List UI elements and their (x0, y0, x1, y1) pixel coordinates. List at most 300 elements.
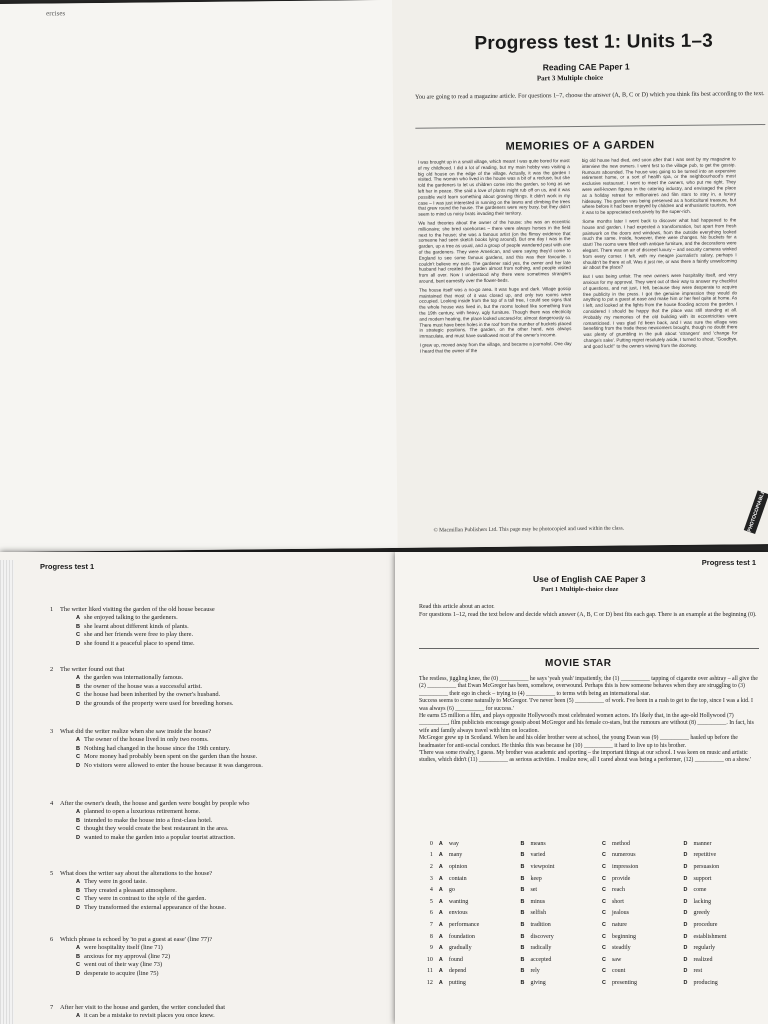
option-cell (602, 852, 684, 858)
option-letter: B (76, 887, 81, 894)
option-letter: D (683, 979, 688, 986)
option-letter: C (601, 863, 606, 870)
option-row (419, 954, 765, 966)
question-stem (50, 1004, 382, 1012)
option-letter: B (520, 968, 525, 975)
question-number: 6 (50, 936, 54, 943)
option-cell (520, 980, 602, 986)
page-title: Progress test 1: Units 1–3 (474, 30, 714, 55)
option-letter: D (683, 887, 688, 894)
option-word: jealous (611, 910, 629, 917)
option-cell (602, 968, 684, 974)
option-word: come (693, 887, 707, 894)
option-cell (439, 922, 521, 928)
option-letter: D (683, 910, 688, 917)
option-letter: C (601, 968, 606, 975)
gap-number: 10 (426, 956, 433, 963)
question-6 (50, 936, 382, 978)
answer-option (76, 953, 382, 961)
photocopiable-badge: PHOTOCOPIABLE (744, 490, 768, 534)
option-cell (602, 957, 684, 963)
answer-option (76, 753, 382, 761)
option-text: desperate to acquire (line 75) (84, 969, 159, 977)
option-letter: C (76, 754, 81, 761)
option-letter: A (438, 910, 443, 917)
option-word: radically (530, 945, 552, 952)
paragraph: McGregor grew up in Scotland. When he and his older brother were at school, the young Ewan was (9) __________ hauled up before the headmaster for anti-social conduct. He thinks this was because he (10) __________ it hard to live up to his brother. (419, 735, 738, 749)
option-letter: A (76, 615, 81, 622)
option-letter: A (438, 863, 443, 870)
option-text: anxious for my approval (line 72) (84, 952, 171, 960)
question-number: 1 (50, 606, 54, 613)
option-row (419, 908, 765, 920)
option-letter: C (601, 979, 606, 986)
gap-number: 12 (426, 979, 433, 986)
option-row (419, 873, 765, 885)
option-letter: C (601, 898, 606, 905)
answer-options-table (419, 838, 765, 989)
option-cell (602, 864, 684, 870)
option-letter: B (520, 898, 525, 905)
option-letter: C (76, 692, 81, 699)
option-cell (439, 945, 521, 951)
paper-subtitle: Reading CAE Paper 1 (542, 61, 630, 73)
option-cell (439, 887, 521, 893)
paragraph: The house itself was a no-go area. It was huge and dark. Village gossip maintained that most of it was closed up, and only two rooms were occupied. Looking inside from the top of a tall tree, I could see signs that the whole house was lived in, but the rooms looked like something from the 19th century, with heavy, ugly furniture. Though there was electricity and modern heating, the place looked uncared-for, almost dangerously so. There must have been holes in the roof from the number of buckets placed in strategic positions. The garden, on the other hand, was always immaculate, and must have swallowed most of the owner's income. (419, 285, 572, 339)
option-letter: A (76, 879, 81, 886)
question-text: After the owner's death, the house and garden were bought by people who (60, 800, 250, 807)
option-word: accepted (530, 956, 552, 963)
option-word: support (693, 875, 712, 882)
option-cell (520, 899, 602, 905)
option-word: varied (530, 852, 546, 859)
option-cell (683, 841, 765, 847)
option-text: she found it a peaceful place to spend time. (84, 639, 195, 647)
option-word: saw (611, 956, 622, 963)
option-letter: A (438, 887, 443, 894)
option-word: minus (530, 898, 546, 905)
option-text: she enjoyed talking to the gardeners. (84, 614, 178, 622)
option-letter: D (76, 834, 81, 841)
gap-number: 1 (429, 852, 433, 859)
question-number: 3 (50, 728, 54, 735)
option-letter: A (438, 956, 443, 963)
option-letter: C (601, 921, 606, 928)
page-stack-edge (0, 560, 14, 1024)
option-cell (439, 876, 521, 882)
option-letter: B (76, 817, 81, 824)
option-letter: C (601, 852, 606, 859)
option-letter: B (76, 623, 81, 630)
option-letter: A (438, 968, 443, 975)
option-word: lacking (693, 898, 712, 905)
option-word: envious (448, 910, 468, 917)
option-word: presenting (611, 979, 637, 986)
option-text: went out of their way (line 73) (84, 961, 163, 969)
option-letter: B (520, 852, 525, 859)
option-cell (520, 957, 602, 963)
article-title: MEMORIES OF A GARDEN (505, 139, 655, 153)
option-letter: D (683, 875, 688, 882)
option-letter: A (76, 737, 81, 744)
option-word: giving (530, 979, 546, 986)
option-letter: D (76, 970, 81, 977)
option-letter: D (76, 762, 81, 769)
paragraph: But I was being unfair. The new owners were hospitality itself, and very anxious for my approval. They went out of their way to answer my checklist of questions, and not just, I felt, because they were desperate to acquire free publicity in the press. I got the genuine impression they would do anything to put a guest at ease and make him or her feel quite at home. As I left, and looked at the lights from the house flooding across the garden, I considered I should be happy that the place was still standing at all. Probably my memories of the old building with its eccentricities were romanticised. I was glad I'd been back, and I was sure the village was benefiting from the trade these newcomers brought, though no doubt there was plenty of grumbling in the pub about 'strangers' and 'change for change's sake'. Putting regret resolutely aside, I turned to shout, "Goodbye, and good luck!" to the owners waving from the doorway. (582, 272, 738, 349)
article-column-left (418, 158, 574, 520)
option-word: manner (693, 840, 712, 847)
option-text: planned to open a luxurious retirement home. (84, 808, 201, 816)
option-cell (520, 910, 602, 916)
option-text: Nothing had changed in the house since the 19th century. (84, 744, 231, 752)
option-text: thought they would create the best restaurant in the area. (84, 825, 229, 833)
option-letter: A (438, 921, 443, 928)
option-cell (683, 957, 765, 963)
option-row (419, 896, 765, 908)
option-word: putting (448, 979, 466, 986)
option-cell (602, 899, 684, 905)
option-word: selfish (530, 910, 547, 917)
option-word: impression (611, 863, 639, 870)
option-letter: C (601, 875, 606, 882)
option-word: procedure (693, 921, 718, 928)
option-letter: D (683, 945, 688, 952)
gap-number: 8 (429, 933, 433, 940)
option-cell (520, 841, 602, 847)
option-text: the grounds of the property were used for breeding horses. (84, 699, 234, 707)
option-letter: A (438, 875, 443, 882)
option-row (419, 850, 765, 862)
option-row (419, 861, 765, 873)
option-cell (683, 968, 765, 974)
option-letter: D (683, 968, 688, 975)
option-word: short (611, 898, 624, 905)
option-letter: A (438, 840, 443, 847)
question-4 (50, 800, 382, 842)
option-text: she learnt about different kinds of plants. (84, 622, 189, 630)
option-text: were hospitality itself (line 71) (84, 944, 163, 952)
question-2 (50, 666, 382, 708)
question-number: 5 (50, 870, 54, 877)
answer-option (76, 895, 382, 903)
option-letter: A (438, 852, 443, 859)
answer-option (76, 691, 382, 699)
gap-number: 3 (429, 875, 433, 882)
option-word: viewpoint (530, 863, 555, 870)
option-cell (520, 968, 602, 974)
option-cell (439, 899, 521, 905)
option-letter: B (520, 945, 525, 952)
question-7 (50, 1004, 382, 1021)
option-letter: D (683, 852, 688, 859)
option-letter: D (683, 863, 688, 870)
option-word: go (448, 887, 455, 894)
answer-option (76, 887, 382, 895)
running-header: Progress test 1 (40, 562, 95, 571)
option-letter: D (76, 700, 81, 707)
option-cell (683, 887, 765, 893)
answer-option (76, 1012, 382, 1020)
answer-option (76, 817, 382, 825)
option-text: No visitors were allowed to enter the house because it was dangerous. (84, 761, 263, 769)
option-word: regularly (693, 945, 716, 952)
corner-text: ercises (46, 9, 66, 18)
answer-option (76, 944, 382, 952)
option-letter: D (76, 640, 81, 647)
option-cell (439, 841, 521, 847)
question-1 (50, 606, 382, 648)
option-letter: A (438, 898, 443, 905)
option-word: provide (611, 875, 631, 882)
option-row (419, 919, 765, 931)
answer-option (76, 825, 382, 833)
option-word: beginning (611, 933, 636, 940)
option-word: means (530, 840, 546, 847)
paragraph: I was brought up in a small village, which meant I was quite bored for most of my childhood. I did a lot of reading, but my main hobby was visiting a big old house on the edge of the village. Actually, it was the garden I visited. The woman who lived in the house was a bit of a recluse, but she told the gardeners to let us children come into the garden, so long as we left her in peace. She said a love of plants might rub off on us, and it was possible we'd learn something about growing things. It didn't work in my case – I was just interested in running on the lawns and climbing the trees that grew round the house. The gardeners were very busy, but they didn't seem to mind us noisy brats invading their territory. (417, 158, 571, 217)
question-stem (50, 606, 382, 614)
option-cell (683, 980, 765, 986)
question-stem (50, 728, 382, 736)
option-letter: A (438, 979, 443, 986)
gap-number: 5 (429, 898, 433, 905)
option-word: steadily (611, 945, 631, 952)
option-cell (520, 876, 602, 882)
option-word: greedy (693, 910, 710, 917)
option-word: repetitive (693, 852, 717, 859)
option-cell (602, 934, 684, 940)
question-text: What does the writer say about the alterations to the house? (60, 870, 213, 877)
option-letter: B (520, 875, 525, 882)
answer-option (76, 762, 382, 770)
option-word: depend (448, 968, 467, 975)
option-word: way (448, 840, 459, 847)
use-of-english-page (395, 552, 768, 1024)
option-text: They created a pleasant atmosphere. (84, 886, 177, 894)
answer-option (76, 700, 382, 708)
option-letter: A (76, 945, 81, 952)
option-cell (602, 876, 684, 882)
question-stem (50, 870, 382, 878)
divider (415, 124, 765, 129)
answer-option (76, 970, 382, 978)
option-word: method (611, 840, 630, 847)
option-letter: D (683, 933, 688, 940)
option-letter: B (520, 910, 525, 917)
part-subtitle: Part 3 Multiple choice (536, 73, 604, 83)
copyright-footer: © Macmillan Publishers Ltd. This page may be photocopied and used within the class. (433, 525, 625, 534)
option-letter: B (76, 745, 81, 752)
option-letter: C (601, 945, 606, 952)
blank-left-page (0, 0, 398, 552)
option-text: The owner of the house lived in only two rooms. (84, 736, 209, 744)
option-letter: B (76, 683, 81, 690)
option-word: rely (530, 968, 540, 975)
option-cell (439, 957, 521, 963)
option-letter: C (601, 910, 606, 917)
option-letter: C (601, 956, 606, 963)
option-cell (439, 934, 521, 940)
option-text: They were in good taste. (84, 878, 147, 886)
option-letter: B (520, 921, 525, 928)
instructions (419, 604, 759, 619)
answer-option (76, 961, 382, 969)
option-letter: C (76, 896, 81, 903)
option-cell (683, 922, 765, 928)
option-cell (520, 945, 602, 951)
paragraph: Some months later I went back to discover what had happened to the house and garden. I had expected a transformation, but apart from fresh paintwork on the doors and windows, from the outside everything looked much the same. Inside, however, there were changes. No buckets for a start! The rooms were filled with antique furniture, and the decorations were elegant. There was an air of discreet luxury – and security cameras winked from every corner. I felt, with my meagre journalist's salary, perhaps I shouldn't be there at all. Was it just me, or was there a faintly unwelcoming air about the place? (582, 217, 737, 271)
option-letter: C (76, 826, 81, 833)
option-cell (602, 910, 684, 916)
option-letter: A (76, 809, 81, 816)
option-word: contain (448, 875, 467, 882)
option-row (419, 977, 765, 989)
option-letter: B (520, 979, 525, 986)
question-text: The writer found out that (60, 666, 125, 673)
answer-option (76, 614, 382, 622)
option-text: They transformed the external appearance of the house. (84, 903, 226, 911)
instructions: You are going to read a magazine article. For questions 1–7, choose the answer (A, B, C or D) which you think fits best according to the text. (414, 90, 765, 101)
question-text: Which phrase is echoed by 'to put a guest at ease' (line 77)? (60, 936, 213, 943)
option-cell (683, 910, 765, 916)
option-word: producing (693, 979, 718, 986)
gap-number: 7 (429, 921, 433, 928)
option-letter: B (76, 953, 81, 960)
option-text: it can be a mistake to revisit places you once knew. (84, 1012, 215, 1020)
option-cell (439, 910, 521, 916)
option-word: tradition (530, 921, 551, 928)
article-title: MOVIE STAR (545, 658, 612, 669)
answer-option (76, 640, 382, 648)
option-text: intended to make the house into a first-class hotel. (84, 816, 213, 824)
instruction-line: For questions 1–12, read the text below and decide which answer (A, B, C or D) best fits each gap. There is an example at the beginning (0). (419, 611, 757, 618)
option-letter: A (438, 945, 443, 952)
option-letter: A (438, 933, 443, 940)
option-text: They were in contrast to the style of the garden. (84, 895, 207, 903)
cloze-text (419, 676, 761, 765)
gap-number: 0 (429, 840, 433, 847)
option-word: reach (611, 887, 625, 894)
option-letter: C (601, 887, 606, 894)
answer-option (76, 674, 382, 682)
option-word: many (448, 852, 463, 859)
option-cell (683, 934, 765, 940)
option-cell (439, 852, 521, 858)
answer-option (76, 904, 382, 912)
option-text: the garden was internationally famous. (84, 674, 184, 682)
option-cell (439, 864, 521, 870)
question-number: 7 (50, 1004, 54, 1011)
answer-option (76, 878, 382, 886)
question-number: 2 (50, 666, 54, 673)
option-word: found (448, 956, 463, 963)
option-letter: A (76, 1013, 81, 1020)
article-column-right (582, 156, 740, 518)
option-word: realized (693, 956, 713, 963)
option-cell (683, 864, 765, 870)
question-text: What did the writer realize when she saw inside the house? (60, 728, 212, 735)
gap-number: 4 (429, 887, 433, 894)
option-cell (683, 852, 765, 858)
question-text: After her visit to the house and garden, the writer concluded that (60, 1004, 226, 1011)
option-letter: B (520, 887, 525, 894)
option-letter: B (520, 956, 525, 963)
option-word: establishment (693, 933, 727, 940)
page-title: Use of English CAE Paper 3 (533, 574, 646, 584)
question-stem (50, 800, 382, 808)
option-text: wanted to make the garden into a popular tourist attraction. (84, 833, 236, 841)
option-text: the owner of the house was a successful artist. (84, 682, 203, 690)
option-cell (602, 980, 684, 986)
reading-test-page (392, 0, 768, 548)
option-letter: D (683, 840, 688, 847)
option-row (419, 884, 765, 896)
paragraph: The restless, jiggling knee, the (0) __________ he says 'yeah yeah' impatiently, the (1) __________ tapping of cigarette over ashtray – all give the (2) __________ that Ewan McGregor has been, somehow, overwound. Perhaps this is how someone behaves when they are struggling to (3) __________ their ego in check – trying to (4) __________ to terms with being an international star. (419, 676, 758, 697)
running-header: Progress test 1 (701, 558, 756, 567)
option-letter: C (76, 632, 81, 639)
option-word: wanting (448, 898, 469, 905)
option-text: she and her friends were free to play there. (84, 631, 194, 639)
option-row (419, 966, 765, 978)
question-number: 4 (50, 800, 54, 807)
option-word: discovery (530, 933, 554, 940)
option-cell (520, 934, 602, 940)
paragraph: We had theories about the owner of the house: she was an eccentric millionaire; she bred racehorses – there were always horses in the field next to the house; she was a famous artist (on the flimsy evidence that someone had seen sketch books lying around). But one day I was in the garden, up a tree as usual, and a group of people wandered past with one of the gardeners. They were American, and were saying they'd come to England to see some famous gardens, and this was their favourite. I couldn't believe my ears. The gardener said yes, the owner and her late husband had created the garden almost from nothing, and people visited from all over. Now I understood why there were sometimes strangers around, bent earnestly over the flower-beds. (418, 219, 571, 284)
gap-number: 11 (427, 968, 433, 975)
option-word: keep (530, 875, 542, 882)
option-letter: D (76, 904, 81, 911)
part-subtitle: Part 1 Multiple-choice cloze (541, 586, 619, 593)
question-stem (50, 666, 382, 674)
answer-option (76, 745, 382, 753)
option-word: nature (611, 921, 627, 928)
option-cell (520, 852, 602, 858)
questions-page (0, 552, 395, 1024)
option-cell (602, 945, 684, 951)
option-word: count (611, 968, 626, 975)
option-word: set (530, 887, 538, 894)
question-stem (50, 936, 382, 944)
option-letter: C (601, 840, 606, 847)
option-letter: D (683, 956, 688, 963)
gap-number: 2 (429, 863, 433, 870)
option-cell (602, 887, 684, 893)
option-cell (520, 887, 602, 893)
paragraph: big old house had died, and soon after that I was sent by my magazine to interview the new owners. I went first to the village pub, to get the gossip. Rumours abounded. The house was going to be turned into an expensive retirement home, or a sort of health spa, or the neighbourhood's most exclusive restaurant. I went to meet the owners, who put me right. They were well-known figures in the catering industry, and envisaged the place as a holiday retreat for millionaires and film stars to stay in, a luxury hideaway. The garden was being preserved as a horticultural treasure, but where before it had been enjoyed by children and enthusiastic tourists, now it was to be appreciated exclusively by the super-rich. (581, 156, 737, 216)
answer-option (76, 736, 382, 744)
divider (419, 648, 759, 649)
option-row (419, 838, 765, 850)
option-word: gradually (448, 945, 472, 952)
option-cell (683, 945, 765, 951)
option-text: More money had probably been spent on the garden than the house. (84, 753, 258, 761)
paragraph: He earns £5 million a film, and plays opposite Hollywood's most celebrated women actors. It's likely that, in the age-old Hollywood (7) __________, film publicists encourage gossip about McGregor and his female co-stars, but the rumours are without (8) __________. In fact, his wife and family always travel with him on location. (419, 713, 754, 734)
option-cell (439, 968, 521, 974)
option-word: numerous (611, 852, 636, 859)
option-text: the house had been inherited by the owner's husband. (84, 691, 221, 699)
gap-number: 6 (429, 910, 433, 917)
option-letter: B (520, 933, 525, 940)
question-3 (50, 728, 382, 770)
option-cell (439, 980, 521, 986)
answer-option (76, 623, 382, 631)
answer-option (76, 631, 382, 639)
option-word: persuasion (693, 863, 720, 870)
answer-option (76, 808, 382, 816)
option-letter: C (601, 933, 606, 940)
option-word: opinion (448, 863, 468, 870)
option-cell (520, 864, 602, 870)
question-5 (50, 870, 382, 912)
